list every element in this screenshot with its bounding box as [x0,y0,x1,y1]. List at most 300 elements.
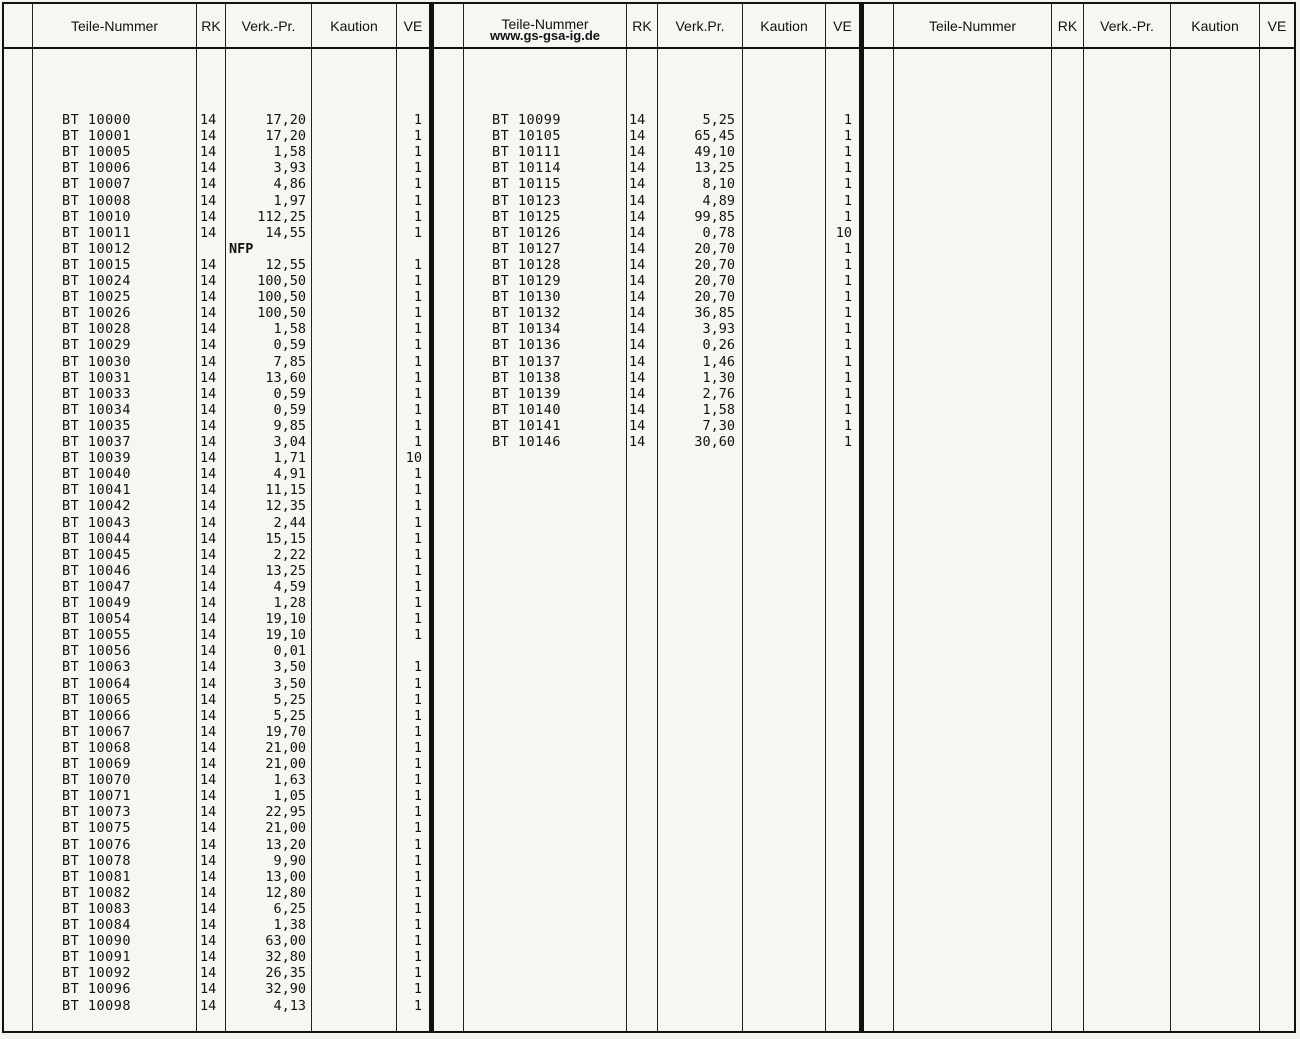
cell-rk: 14 [200,868,217,885]
cell-price: 1,05 [273,788,306,805]
cell-ve: 1 [413,401,422,418]
table-row [4,643,1294,659]
cell-rk: 14 [200,128,217,145]
cell-ve: 1 [843,176,852,193]
table-row [4,611,1294,627]
cell-rk: 14 [200,176,217,193]
cell-rk: 14 [200,627,217,644]
cell-price: 15,15 [265,530,306,547]
cell-price: 6,25 [273,900,306,917]
cell-part: BT 10140 [492,401,562,418]
header-deposit: Kaution [1191,17,1239,34]
cell-price: 14,55 [265,224,306,241]
table-row [4,289,1294,305]
cell-part: BT 10046 [62,562,132,579]
cell-rk: 14 [629,337,646,354]
cell-rk: 14 [200,772,217,789]
cell-rk: 14 [200,562,217,579]
cell-rk: 14 [200,466,217,483]
cell-rk: 14 [200,820,217,837]
table-row [4,354,1294,370]
cell-rk: 14 [200,884,217,901]
cell-price: 3,93 [702,321,735,338]
table-row [4,676,1294,692]
cell-ve: 1 [413,868,422,885]
table-row [4,692,1294,708]
cell-ve: 1 [413,273,422,289]
cell-rk: 14 [629,369,646,386]
table-row [4,241,1294,257]
table-row [4,933,1294,949]
cell-rk: 14 [629,385,646,402]
cell-rk: 14 [629,353,646,370]
cell-rk: 14 [629,321,646,338]
cell-rk: 14 [200,208,217,225]
cell-part: BT 10128 [492,256,562,273]
header-price: Verk.-Pr. [241,17,296,34]
cell-rk: 14 [200,997,217,1014]
cell-rk: 14 [629,256,646,273]
cell-rk: 14 [200,595,217,611]
cell-ve: 1 [413,256,422,273]
cell-ve: 1 [413,804,422,821]
cell-ve: 1 [413,128,422,145]
cell-rk: 14 [200,756,217,772]
header-price: Verk.Pr. [675,17,725,34]
cell-price: 11,15 [265,482,306,499]
cell-price: 7,30 [702,417,735,434]
cell-rk: 14 [200,450,217,467]
table-row [4,370,1294,386]
table-row [4,482,1294,498]
table-row [4,595,1294,611]
cell-part: BT 10067 [62,723,132,740]
cell-price: 21,00 [265,756,306,772]
cell-rk: 14 [200,482,217,499]
header-ve: VE [833,17,852,34]
table-row [4,756,1294,772]
cell-price: 49,10 [694,144,735,161]
cell-part: BT 10011 [62,224,132,241]
cell-rk: 14 [200,273,217,289]
cell-ve: 1 [843,321,852,338]
cell-rk: 14 [200,530,217,547]
cell-ve: 1 [843,337,852,354]
cell-rk: 14 [200,385,217,402]
table-row [4,466,1294,482]
cell-ve: 1 [843,305,852,322]
cell-rk: 14 [200,514,217,531]
cell-ve: 1 [843,273,852,289]
table-row [4,965,1294,981]
cell-price: 20,70 [694,256,735,273]
cell-price: 21,00 [265,820,306,837]
cell-ve: 1 [413,434,422,450]
cell-price: 32,80 [265,949,306,966]
cell-price: 1,38 [273,917,306,933]
cell-rk: 14 [629,160,646,177]
cell-part: BT 10041 [62,482,132,499]
cell-price: 4,13 [273,997,306,1014]
cell-rk: 14 [200,112,217,128]
header-ve: VE [1267,17,1287,34]
cell-ve: 1 [413,627,422,644]
cell-rk: 14 [629,305,646,322]
cell-price: 0,59 [273,385,306,402]
cell-price: 0,26 [702,337,735,354]
cell-part: BT 10084 [62,917,132,933]
cell-ve: 1 [413,917,422,933]
table-row [4,708,1294,724]
table-row [4,837,1294,853]
cell-part: BT 10065 [62,691,132,708]
cell-price: 0,01 [273,643,306,660]
cell-ve: 1 [413,305,422,322]
table-row [4,402,1294,418]
cell-rk: 14 [200,981,217,998]
header-part-number: Teile-Nummer [70,17,159,34]
cell-ve: 1 [413,981,422,998]
cell-rk: 14 [200,836,217,853]
cell-price: 17,20 [265,128,306,145]
header-part-number-block [464,4,626,51]
cell-price: 9,85 [273,417,306,434]
cell-price: 100,50 [257,289,306,306]
table-row [4,450,1294,466]
table-row [4,917,1294,933]
cell-part: BT 10069 [62,756,132,772]
cell-part: BT 10010 [62,208,132,225]
cell-price: 13,25 [265,562,306,579]
table-row [4,949,1294,965]
cell-ve: 1 [843,401,852,418]
cell-ve: 1 [413,498,422,515]
cell-ve: 1 [413,820,422,837]
cell-ve: 1 [843,192,852,209]
cell-rk: 14 [200,337,217,354]
cell-ve: 1 [413,466,422,483]
cell-part: BT 10068 [62,739,132,756]
cell-part: BT 10033 [62,385,132,402]
cell-rk: 14 [629,144,646,161]
header-deposit: Kaution [760,17,808,34]
cell-price: 13,60 [265,369,306,386]
cell-rk: 14 [200,949,217,966]
table-row [4,112,1294,128]
cell-part: BT 10035 [62,417,132,434]
cell-price: 7,85 [273,353,306,370]
cell-part: BT 10146 [492,434,562,450]
cell-rk: 14 [200,659,217,676]
cell-ve: 1 [413,900,422,917]
cell-part: BT 10025 [62,289,132,306]
cell-price: 12,55 [265,256,306,273]
table-row [4,547,1294,563]
cell-rk: 14 [200,256,217,273]
cell-rk: 14 [200,739,217,756]
cell-ve: 1 [413,144,422,161]
cell-part: BT 10040 [62,466,132,483]
table-row [4,772,1294,788]
header-price: Verk.-Pr. [1100,17,1154,34]
cell-ve: 1 [413,176,422,193]
cell-part: BT 10070 [62,772,132,789]
cell-rk: 14 [629,208,646,225]
cell-rk: 14 [200,788,217,805]
cell-rk: 14 [200,417,217,434]
table-row [4,659,1294,675]
cell-ve: 1 [413,385,422,402]
cell-rk: 14 [200,933,217,950]
cell-ve: 1 [843,144,852,161]
cell-ve: 10 [405,450,422,467]
cell-part: BT 10099 [492,112,562,128]
cell-price: 112,25 [257,208,306,225]
cell-part: BT 10078 [62,852,132,869]
cell-part: BT 10063 [62,659,132,676]
cell-price: 13,00 [265,868,306,885]
cell-ve: 1 [413,739,422,756]
cell-ve: 1 [413,788,422,805]
cell-rk: 14 [200,160,217,177]
cell-ve: 1 [413,691,422,708]
cell-ve: 1 [843,128,852,145]
cell-price: 5,25 [273,691,306,708]
header-underline [4,47,1294,49]
cell-part: BT 10028 [62,321,132,338]
cell-part: BT 10137 [492,353,562,370]
cell-ve: 1 [843,240,852,257]
cell-price: 0,59 [273,401,306,418]
table-row [4,804,1294,820]
cell-ve: 1 [413,353,422,370]
cell-part: BT 10055 [62,627,132,644]
cell-part: BT 10111 [492,144,562,161]
cell-part: BT 10034 [62,401,132,418]
cell-part: BT 10042 [62,498,132,515]
cell-ve: 1 [413,595,422,611]
table-row [4,386,1294,402]
cell-ve: 1 [413,417,422,434]
cell-ve: 1 [843,369,852,386]
cell-rk: 14 [200,900,217,917]
cell-ve: 1 [413,514,422,531]
cell-ve: 1 [413,578,422,595]
cell-part: BT 10073 [62,804,132,821]
cell-rk: 14 [629,289,646,306]
cell-ve: 1 [843,417,852,434]
cell-rk: 14 [200,498,217,515]
table-row [4,563,1294,579]
cell-price: 12,80 [265,884,306,901]
cell-part: BT 10090 [62,933,132,950]
cell-part: BT 10031 [62,369,132,386]
cell-ve: 1 [413,723,422,740]
cell-rk: 14 [200,546,217,563]
table-row [4,579,1294,595]
cell-part: BT 10039 [62,450,132,467]
cell-rk: 14 [629,176,646,193]
cell-part: BT 10115 [492,176,562,193]
cell-part: BT 10136 [492,337,562,354]
cell-price: 63,00 [265,933,306,950]
cell-ve: 1 [413,208,422,225]
table-row [4,498,1294,514]
table-row [4,305,1294,321]
cell-part: BT 10132 [492,305,562,322]
cell-rk: 14 [200,321,217,338]
cell-price: 21,00 [265,739,306,756]
cell-ve: 1 [413,933,422,950]
cell-note: NFP [229,240,254,257]
cell-ve: 1 [413,482,422,499]
cell-price: 2,44 [273,514,306,531]
cell-rk: 14 [200,723,217,740]
cell-rk: 14 [200,369,217,386]
cell-price: 19,10 [265,611,306,628]
cell-rk: 14 [200,305,217,322]
cell-ve: 1 [413,772,422,789]
cell-part: BT 10047 [62,578,132,595]
cell-rk: 14 [200,578,217,595]
cell-rk: 14 [200,434,217,450]
cell-price: 100,50 [257,273,306,289]
cell-ve: 1 [413,562,422,579]
table-row [4,820,1294,836]
cell-price: 1,58 [273,144,306,161]
table-row [4,901,1294,917]
cell-part: BT 10054 [62,611,132,628]
cell-ve: 10 [835,224,852,241]
cell-ve: 1 [413,321,422,338]
table-row [4,418,1294,434]
cell-ve: 1 [843,434,852,450]
cell-part: BT 10076 [62,836,132,853]
cell-price: 20,70 [694,273,735,289]
table-row [4,176,1294,192]
cell-price: 3,04 [273,434,306,450]
cell-price: 2,76 [702,385,735,402]
cell-rk: 14 [200,224,217,241]
cell-part: BT 10096 [62,981,132,998]
cell-rk: 14 [200,611,217,628]
cell-part: BT 10066 [62,707,132,724]
cell-rk: 14 [629,273,646,289]
cell-rk: 14 [200,643,217,660]
cell-price: 36,85 [694,305,735,322]
cell-price: 5,25 [702,112,735,128]
cell-price: 100,50 [257,305,306,322]
table-row [4,515,1294,531]
cell-part: BT 10007 [62,176,132,193]
cell-part: BT 10008 [62,192,132,209]
cell-price: 3,93 [273,160,306,177]
cell-price: 9,90 [273,852,306,869]
cell-rk: 14 [200,691,217,708]
cell-part: BT 10105 [492,128,562,145]
table-row [4,273,1294,289]
cell-ve: 1 [413,192,422,209]
cell-price: 0,59 [273,337,306,354]
cell-price: 20,70 [694,289,735,306]
cell-ve: 1 [413,112,422,128]
cell-part: BT 10130 [492,289,562,306]
cell-part: BT 10000 [62,112,132,128]
cell-rk: 14 [629,224,646,241]
cell-rk: 14 [200,353,217,370]
cell-ve: 1 [843,353,852,370]
cell-price: 30,60 [694,434,735,450]
cell-part: BT 10092 [62,965,132,982]
cell-part: BT 10045 [62,546,132,563]
cell-rk: 14 [200,852,217,869]
cell-ve: 1 [413,224,422,241]
cell-ve: 1 [843,160,852,177]
cell-part: BT 10083 [62,900,132,917]
cell-ve: 1 [413,884,422,901]
cell-part: BT 10139 [492,385,562,402]
website-label: www.gs-gsa-ig.de [489,27,601,43]
table-row [4,869,1294,885]
cell-price: 22,95 [265,804,306,821]
cell-rk: 14 [200,144,217,161]
cell-ve: 1 [413,289,422,306]
cell-rk: 14 [629,192,646,209]
cell-part: BT 10138 [492,369,562,386]
cell-price: 1,71 [273,450,306,467]
cell-price: 26,35 [265,965,306,982]
cell-part: BT 10064 [62,675,132,692]
cell-ve: 1 [413,659,422,676]
cell-part: BT 10024 [62,273,132,289]
cell-part: BT 10049 [62,595,132,611]
table-row [4,998,1294,1014]
cell-part: BT 10129 [492,273,562,289]
cell-part: BT 10056 [62,643,132,660]
table-row [4,740,1294,756]
cell-price: 4,86 [273,176,306,193]
cell-price: 19,70 [265,723,306,740]
table-row [4,627,1294,643]
cell-ve: 1 [413,997,422,1014]
cell-part: BT 10001 [62,128,132,145]
cell-ve: 1 [413,707,422,724]
cell-part: BT 10043 [62,514,132,531]
cell-part: BT 10037 [62,434,132,450]
cell-part: BT 10026 [62,305,132,322]
cell-price: 32,90 [265,981,306,998]
cell-ve: 1 [413,852,422,869]
cell-rk: 14 [629,128,646,145]
cell-price: 65,45 [694,128,735,145]
header-rk: RK [201,17,221,34]
table-row [4,337,1294,353]
cell-part: BT 10075 [62,820,132,837]
cell-part: BT 10141 [492,417,562,434]
cell-price: 20,70 [694,240,735,257]
cell-price: 3,50 [273,675,306,692]
cell-rk: 14 [629,434,646,450]
table-row [4,788,1294,804]
cell-part: BT 10127 [492,240,562,257]
cell-price: 1,63 [273,772,306,789]
cell-price: 1,30 [702,369,735,386]
cell-rk: 14 [200,401,217,418]
cell-part: BT 10006 [62,160,132,177]
header-part-number: Teile-Nummer [501,15,589,32]
cell-price: 17,20 [265,112,306,128]
cell-part: BT 10098 [62,997,132,1014]
